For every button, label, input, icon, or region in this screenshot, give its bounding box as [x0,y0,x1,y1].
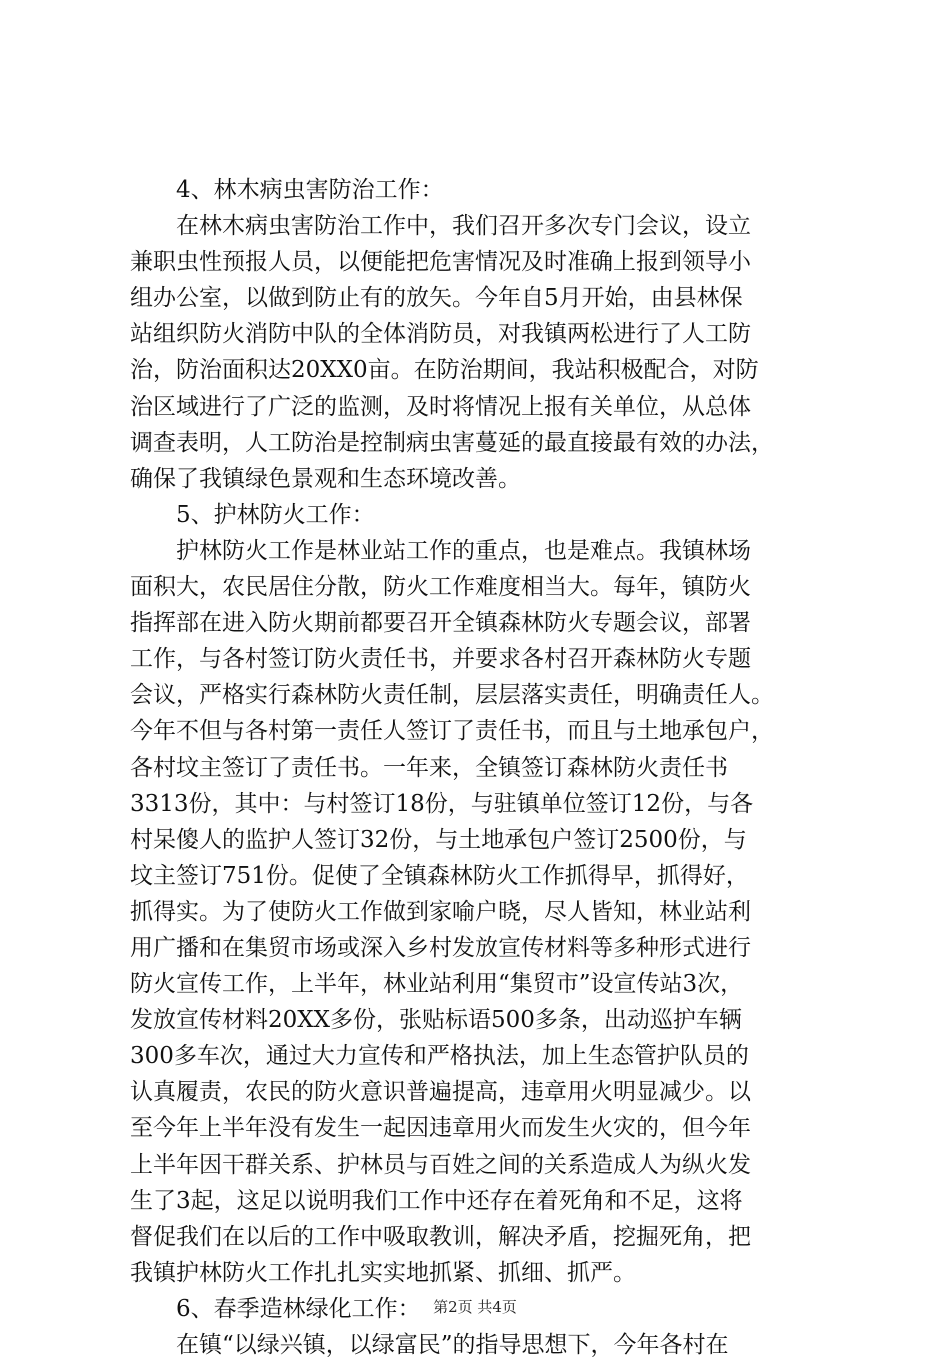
paragraph-line: 生了3起，这足以说明我们工作中还存在着死角和不足，这将 [130,1187,743,1214]
paragraph-line: 治区域进行了广泛的监测，及时将情况上报有关单位，从总体 [130,393,751,420]
paragraph-line: 确保了我镇绿色景观和生态环境改善。 [130,465,521,492]
paragraph-line: 上半年因干群关系、护林员与百姓之间的关系造成人为纵火发 [130,1151,751,1178]
paragraph-line: 兼职虫性预报人员，以便能把危害情况及时准确上报到领导小 [130,249,751,276]
paragraph-line: 会议，严格实行森林防火责任制，层层落实责任，明确责任人。 [130,682,774,709]
paragraph-line: 发放宣传材料20XX多份，张贴标语500多条，出动巡护车辆 [130,1007,742,1034]
paragraph-line: 认真履责，农民的防火意识普遍提高，违章用火明显减少。以 [130,1079,751,1106]
section-heading: 4、林木病虫害防治工作： [176,177,444,203]
paragraph-line: 坟主签订751份。促使了全镇森林防火工作抓得早，抓得好， [130,862,749,889]
paragraph-line: 我镇护林防火工作扎扎实实地抓紧、抓细、抓严。 [130,1259,636,1286]
section-heading: 6、春季造林绿化工作： [176,1295,421,1322]
paragraph-line: 面积大，农民居住分散，防火工作难度相当大。每年，镇防火 [130,574,751,601]
paragraph-line: 村呆傻人的监护人签订32份，与土地承包户签订2500份，与 [130,826,747,853]
paragraph-line: 3313份，其中：与村签订18份，与驻镇单位签订12份，与各 [130,790,754,817]
paragraph-line: 300多车次，通过大力宣传和严格执法，加上生态管护队员的 [130,1043,749,1070]
paragraph-line: 指挥部在进入防火期前都要召开全镇森林防火专题会议，部署 [130,610,751,637]
page-footer: 第2页 共4页 [433,1298,517,1316]
paragraph-line: 防火宣传工作，上半年，林业站利用“集贸市”设宣传站3次， [130,971,744,998]
paragraph-line: 督促我们在以后的工作中吸取教训，解决矛盾，挖掘死角，把 [130,1223,751,1250]
paragraph-line: 在镇“以绿兴镇，以绿富民”的指导思想下，今年各村在 [176,1332,729,1358]
paragraph-line: 抓得实。为了使防火工作做到家喻户晓，尽人皆知，林业站利 [130,898,751,925]
paragraph-line: 治，防治面积达20XX0亩。在防治期间，我站积极配合，对防 [130,357,759,384]
paragraph-line: 组办公室，以做到防止有的放矢。今年自5月开始，由县林保 [130,285,743,312]
paragraph-line: 在林木病虫害防治工作中，我们召开多次专门会议，设立 [176,213,751,240]
paragraph-line: 用广播和在集贸市场或深入乡村发放宣传材料等多种形式进行 [130,934,751,961]
paragraph-line: 今年不但与各村第一责任人签订了责任书，而且与土地承包户， [130,718,774,745]
document-body [130,172,830,1363]
paragraph-line: 站组织防火消防中队的全体消防员，对我镇两松进行了人工防 [130,321,751,348]
section-heading: 5、护林防火工作： [176,501,375,528]
paragraph-line: 护林防火工作是林业站工作的重点，也是难点。我镇林场 [176,537,751,564]
paragraph-line: 工作，与各村签订防火责任书，并要求各村召开森林防火专题 [130,646,751,673]
paragraph-line: 各村坟主签订了责任书。一年来，全镇签订森林防火责任书 [130,754,728,781]
paragraph-line: 至今年上半年没有发生一起因违章用火而发生火灾的，但今年 [130,1115,751,1142]
paragraph-line: 调查表明，人工防治是控制病虫害蔓延的最直接最有效的办法， [130,429,774,456]
